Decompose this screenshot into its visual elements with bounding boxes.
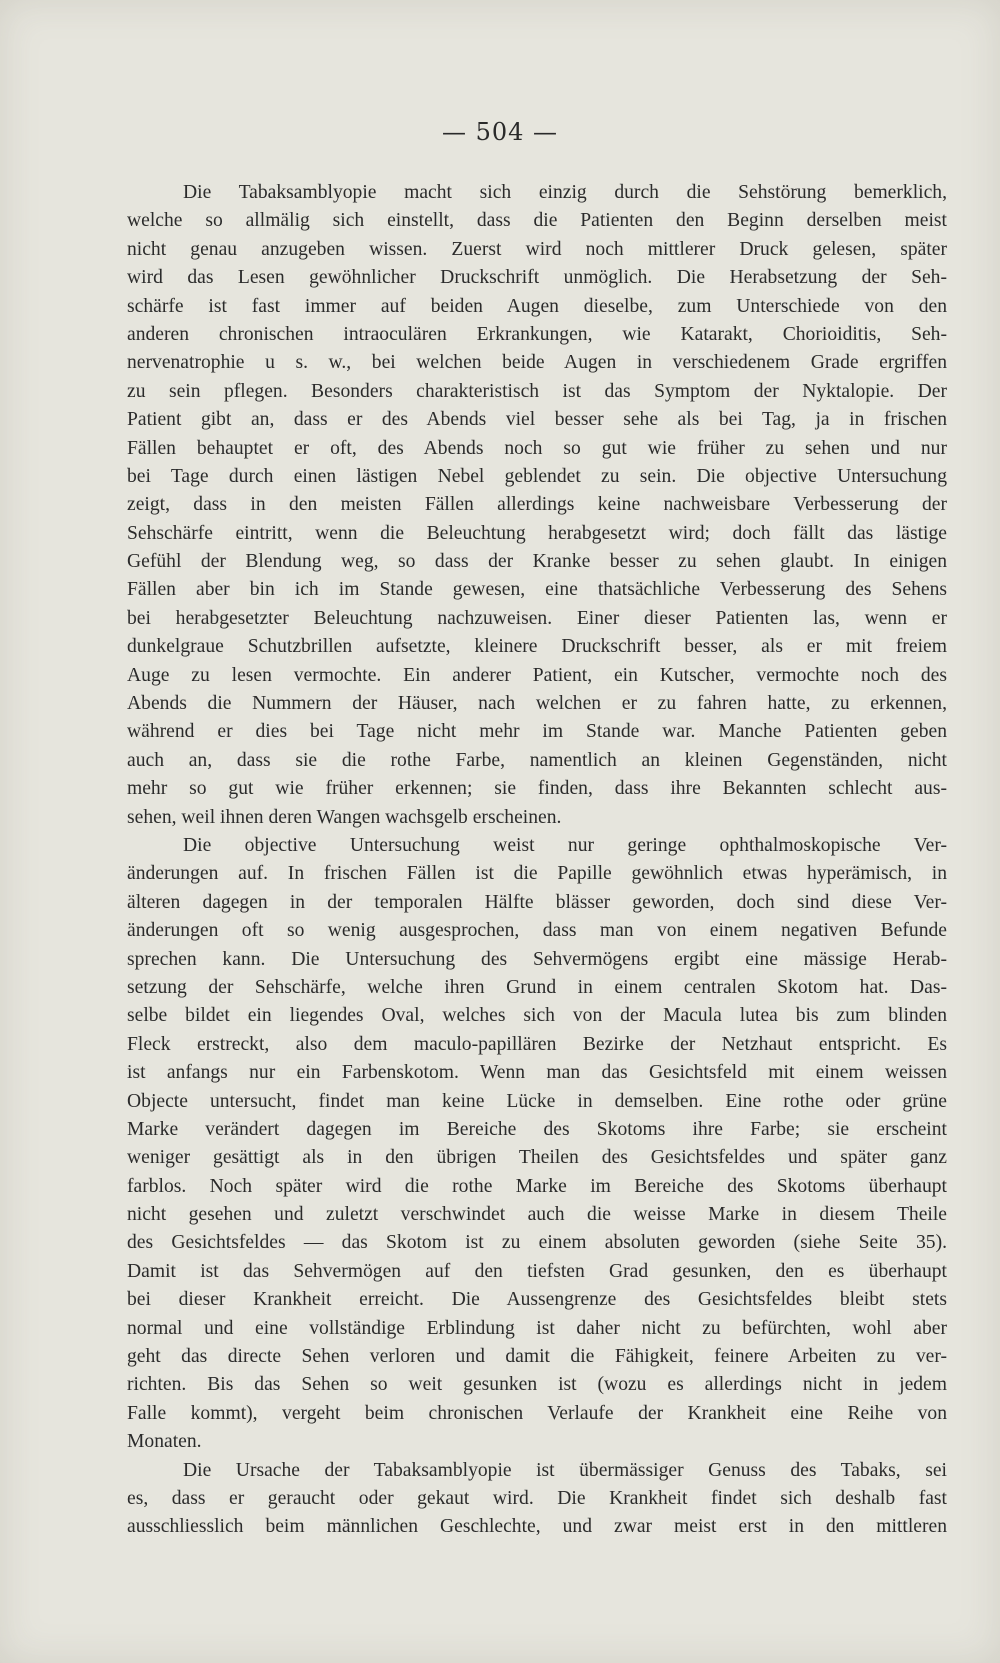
text-line: Objecte untersucht, findet man keine Lücke in demselben. Eine rothe oder grüne: [127, 1090, 947, 1112]
text-line: zeigt, dass in den meisten Fällen allerdings keine nachweisbare Verbesserung der: [127, 494, 947, 516]
text-line: älteren dagegen in der temporalen Hälfte blässer geworden, doch sind diese Ver-: [127, 891, 947, 913]
text-line: dunkelgraue Schutzbrillen aufsetzte, kleinere Druckschrift besser, als er mit freiem: [127, 636, 947, 658]
text-line: Die Tabaksamblyopie macht sich einzig durch die Sehstörung bemerklich,: [183, 182, 947, 203]
body-text: [127, 179, 947, 1542]
text-line: Fleck erstreckt, also dem maculo-papillären Bezirke der Netzhaut entspricht. Es: [127, 1033, 947, 1055]
text-line: Falle kommt), vergeht beim chronischen Verlaufe der Krankheit eine Reihe von: [127, 1402, 947, 1424]
text-line: normal und eine vollständige Erblindung ist daher nicht zu befürchten, wohl aber: [127, 1317, 947, 1339]
text-line: Sehschärfe eintritt, wenn die Beleuchtung herabgesetzt wird; doch fällt das lästige: [127, 522, 947, 544]
text-line: Die Ursache der Tabaksamblyopie ist übermässiger Genuss des Tabaks, sei: [183, 1459, 947, 1481]
text-line: Damit ist das Sehvermögen auf den tiefsten Grad gesunken, den es überhaupt: [127, 1260, 947, 1282]
text-line: mehr so gut wie früher erkennen; sie finden, dass ihre Bekannten schlecht aus-: [127, 778, 947, 800]
text-line: zu sein pflegen. Besonders charakteristisch ist das Symptom der Nyktalopie. Der: [127, 380, 947, 402]
text-line: Patient gibt an, dass er des Abends viel besser sehe als bei Tag, ja in frischen: [127, 409, 947, 431]
text-line: selbe bildet ein liegendes Oval, welches sich von der Macula lutea bis zum blinden: [127, 1005, 947, 1027]
text-line: Abends die Nummern der Häuser, nach welchen er zu fahren hatte, zu erkennen,: [127, 693, 947, 715]
text-line: welche so allmälig sich einstellt, dass die Patienten den Beginn derselben meist: [127, 210, 947, 232]
text-line: anderen chronischen intraoculären Erkrankungen, wie Katarakt, Chorioiditis, Seh-: [127, 323, 947, 345]
text-line: es, dass er geraucht oder gekaut wird. Die Krankheit findet sich deshalb fast: [127, 1487, 947, 1509]
text-line: änderungen oft so wenig ausgesprochen, dass man von einem negativen Befunde: [127, 920, 947, 942]
text-line: nicht genau anzugeben wissen. Zuerst wird noch mittlerer Druck gelesen, später: [127, 238, 947, 260]
text-line: Die objective Untersuchung weist nur geringe ophthalmoskopische Ver-: [183, 834, 947, 856]
text-line: Gefühl der Blendung weg, so dass der Kranke besser zu sehen glaubt. In einigen: [127, 551, 947, 573]
text-line: weniger gesättigt als in den übrigen Theilen des Gesichtsfeldes und später ganz: [127, 1147, 947, 1169]
text-line: Fällen aber bin ich im Stande gewesen, eine thatsächliche Verbesserung des Sehens: [127, 579, 947, 601]
text-line: richten. Bis das Sehen so weit gesunken ist (wozu es allerdings nicht in jedem: [127, 1374, 947, 1396]
text-line: änderungen auf. In frischen Fällen ist die Papille gewöhnlich etwas hyperämisch, in: [127, 863, 947, 885]
text-line: während er dies bei Tage nicht mehr im Stande war. Manche Patienten geben: [127, 721, 947, 743]
text-line: ausschliesslich beim männlichen Geschlechte, und zwar meist erst in den mittleren: [127, 1516, 947, 1538]
text-line: schärfe ist fast immer auf beiden Augen dieselbe, zum Unterschiede von den: [127, 295, 947, 317]
text-line: sehen, weil ihnen deren Wangen wachsgelb erscheinen.: [127, 806, 562, 828]
text-line: nervenatrophie u s. w., bei welchen beide Augen in verschiedenem Grade ergriffen: [127, 352, 947, 374]
text-line: ist anfangs nur ein Farbenskotom. Wenn man das Gesichtsfeld mit einem weissen: [127, 1062, 947, 1084]
text-line: wird das Lesen gewöhnlicher Druckschrift unmöglich. Die Herabsetzung der Seh-: [127, 267, 947, 289]
text-line: farblos. Noch später wird die rothe Marke im Bereiche des Skotoms überhaupt: [127, 1175, 947, 1197]
text-line: setzung der Sehschärfe, welche ihren Grund in einem centralen Skotom hat. Das-: [127, 976, 947, 998]
text-line: Fällen behauptet er oft, des Abends noch so gut wie früher zu sehen und nur: [127, 437, 947, 459]
text-line: bei Tage durch einen lästigen Nebel geblendet zu sein. Die objective Untersuchung: [127, 465, 947, 487]
text-line: Marke verändert dagegen im Bereiche des Skotoms ihre Farbe; sie erscheint: [127, 1118, 947, 1140]
page-number: — 504 —: [441, 118, 559, 146]
text-line: auch an, dass sie die rothe Farbe, namentlich an kleinen Gegenständen, nicht: [127, 749, 947, 771]
text-line: geht das directe Sehen verloren und damit die Fähigkeit, feinere Arbeiten zu ver-: [127, 1346, 947, 1368]
text-line: sprechen kann. Die Untersuchung des Sehvermögens ergibt eine mässige Herab-: [127, 948, 947, 970]
text-line: des Gesichtsfeldes — das Skotom ist zu einem absoluten geworden (siehe Seite 35).: [127, 1232, 947, 1254]
text-line: Monaten.: [127, 1431, 202, 1453]
text-line: nicht gesehen und zuletzt verschwindet auch die weisse Marke in diesem Theile: [127, 1204, 947, 1226]
text-line: bei herabgesetzter Beleuchtung nachzuweisen. Einer dieser Patienten las, wenn er: [127, 607, 947, 629]
text-line: Auge zu lesen vermochte. Ein anderer Patient, ein Kutscher, vermochte noch des: [127, 664, 947, 686]
text-line: bei dieser Krankheit erreicht. Die Aussengrenze des Gesichtsfeldes bleibt stets: [127, 1289, 947, 1311]
